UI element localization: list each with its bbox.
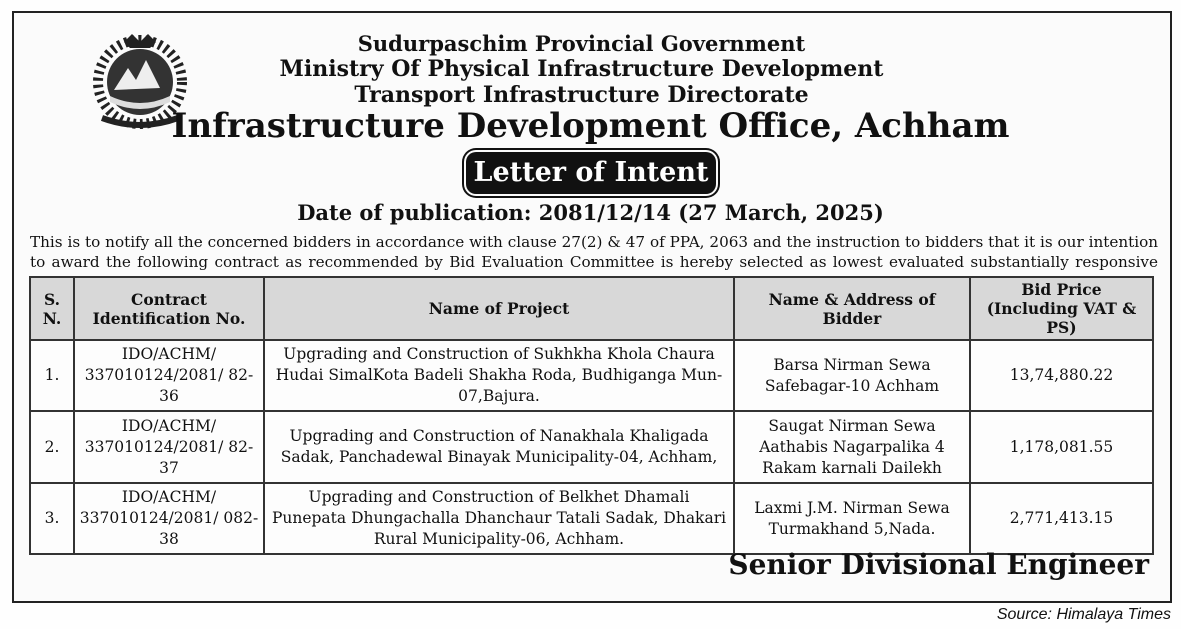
cell-contract: IDO/ACHM/ 337010124/2081/ 82-37 bbox=[74, 411, 264, 483]
header-project: Name of Project bbox=[264, 277, 734, 340]
header-directorate: Transport Infrastructure Directorate bbox=[354, 82, 809, 108]
table-row bbox=[30, 411, 1153, 483]
header-sn: S. N. bbox=[30, 277, 74, 340]
cell-sn: 1. bbox=[30, 340, 74, 411]
publication-date: Date of publication: 2081/12/14 (27 March, 2025) bbox=[297, 200, 884, 225]
letter-of-intent-badge: Letter of Intent bbox=[466, 152, 716, 194]
header-office: Infrastructure Development Office, Achham bbox=[171, 106, 1010, 146]
source-credit: Source: Himalaya Times bbox=[996, 606, 1171, 623]
cell-contract: IDO/ACHM/ 337010124/2081/ 082-38 bbox=[74, 483, 264, 554]
cell-sn: 3. bbox=[30, 483, 74, 554]
notice-paragraph: This is to notify all the concerned bidders in accordance with clause 27(2) & 47 of PPA, 2063 and the instruction to bidders that it is our intention to award the following contract as recommended by Bid Evaluation Committee is hereby selected as lowest evaluated substantially responsive bbox=[30, 233, 1158, 271]
table-row bbox=[30, 340, 1153, 411]
table-header-row bbox=[30, 277, 1153, 340]
cell-bidder: Saugat Nirman Sewa Aathabis Nagarpalika 4 Rakam karnali Dailekh bbox=[734, 411, 970, 483]
cell-bidder: Laxmi J.M. Nirman Sewa Turmakhand 5,Nada. bbox=[734, 483, 970, 554]
signature-title: Senior Divisional Engineer bbox=[728, 548, 1149, 581]
header-government: Sudurpaschim Provincial Government bbox=[357, 31, 806, 56]
cell-project: Upgrading and Construction of Nanakhala Khaligada Sadak, Panchadewal Binayak Municipality-04, Achham, bbox=[264, 411, 734, 483]
cell-project: Upgrading and Construction of Belkhet Dhamali Punepata Dhungachalla Dhanchaur Tatali Sadak, Dhakari Rural Municipality-06, Achham. bbox=[264, 483, 734, 554]
cell-price: 13,74,880.22 bbox=[970, 340, 1153, 411]
header-bidder: Name & Address of Bidder bbox=[734, 277, 970, 340]
cell-contract: IDO/ACHM/ 337010124/2081/ 82-36 bbox=[74, 340, 264, 411]
cell-sn: 2. bbox=[30, 411, 74, 483]
cell-price: 2,771,413.15 bbox=[970, 483, 1153, 554]
table-row bbox=[30, 483, 1153, 554]
header-ministry: Ministry Of Physical Infrastructure Development bbox=[279, 56, 884, 82]
header-price: Bid Price (Including VAT & PS) bbox=[970, 277, 1153, 340]
cell-project: Upgrading and Construction of Sukhkha Khola Chaura Hudai SimalKota Badeli Shakha Roda, Budhiganga Mun-07,Bajura. bbox=[264, 340, 734, 411]
contract-table bbox=[29, 276, 1154, 555]
header-contract: Contract Identification No. bbox=[74, 277, 264, 340]
cell-price: 1,178,081.55 bbox=[970, 411, 1153, 483]
cell-bidder: Barsa Nirman Sewa Safebagar-10 Achham bbox=[734, 340, 970, 411]
